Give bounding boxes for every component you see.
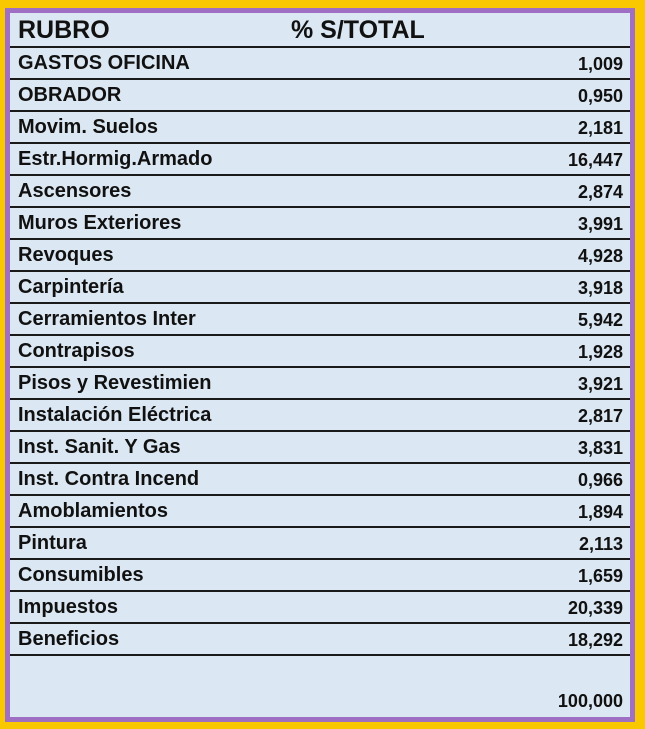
rubro-name: Estr.Hormig.Armado <box>18 148 213 170</box>
rubro-name: Cerramientos Inter <box>18 308 196 330</box>
rubro-name: Impuestos <box>18 596 119 618</box>
rubro-name: Ascensores <box>18 180 132 202</box>
rubro-name: Inst. Contra Incend <box>18 468 200 490</box>
table-row <box>10 112 630 144</box>
percent-value: 2,181 <box>577 118 623 138</box>
percent-value: 3,921 <box>577 374 623 394</box>
rubro-name: Amoblamientos <box>18 500 169 522</box>
percent-value: 1,009 <box>577 54 623 74</box>
purple-frame <box>5 8 635 722</box>
percent-value: 20,339 <box>567 598 623 618</box>
table-row <box>10 432 630 464</box>
rubro-name: Muros Exteriores <box>18 212 182 234</box>
rubro-name: OBRADOR <box>18 84 122 106</box>
percent-value: 1,928 <box>577 342 623 362</box>
rubro-name: Consumibles <box>18 564 144 586</box>
table-row <box>10 528 630 560</box>
table-row <box>10 368 630 400</box>
table-row <box>10 304 630 336</box>
rubro-name: GASTOS OFICINA <box>18 52 190 74</box>
total-value: 100,000 <box>557 691 623 711</box>
rubro-name: Carpintería <box>18 276 124 298</box>
percent-value: 4,928 <box>577 246 623 266</box>
table-row <box>10 272 630 304</box>
rubro-name: Pintura <box>18 532 87 554</box>
rubro-name: Instalación Eléctrica <box>18 404 212 426</box>
cost-table <box>10 13 630 717</box>
table-row <box>10 592 630 624</box>
header-rubro: RUBRO <box>18 16 110 44</box>
table-row <box>10 464 630 496</box>
percent-value: 3,991 <box>577 214 623 234</box>
rubro-name: Revoques <box>18 244 114 266</box>
percent-value: 3,831 <box>577 438 623 458</box>
rubro-name: Movim. Suelos <box>18 116 159 138</box>
rubro-name: Beneficios <box>18 628 120 650</box>
table-row <box>10 80 630 112</box>
rubro-name: Inst. Sanit. Y Gas <box>18 436 181 458</box>
percent-value: 2,817 <box>577 406 623 426</box>
percent-value: 0,950 <box>577 86 623 106</box>
table-row <box>10 48 630 80</box>
table-row <box>10 336 630 368</box>
percent-value: 18,292 <box>567 630 623 650</box>
table-header <box>10 13 630 48</box>
rubro-name: Contrapisos <box>18 340 135 362</box>
table-row <box>10 144 630 176</box>
table-row <box>10 496 630 528</box>
percent-value: 0,966 <box>577 470 623 490</box>
percent-value: 16,447 <box>567 150 623 170</box>
rubro-name: Pisos y Revestimien <box>18 372 212 394</box>
table-row <box>10 208 630 240</box>
percent-value: 1,659 <box>577 566 623 586</box>
table-body <box>10 48 630 656</box>
percent-value: 5,942 <box>577 310 623 330</box>
table-row <box>10 400 630 432</box>
header-percent-total: % S/TOTAL <box>291 16 425 44</box>
percent-value: 2,113 <box>578 534 623 554</box>
table-row <box>10 176 630 208</box>
table-row <box>10 624 630 656</box>
table-row <box>10 240 630 272</box>
table-row <box>10 560 630 592</box>
percent-value: 3,918 <box>577 278 623 298</box>
percent-value: 1,894 <box>577 502 623 522</box>
percent-value: 2,874 <box>577 182 623 202</box>
